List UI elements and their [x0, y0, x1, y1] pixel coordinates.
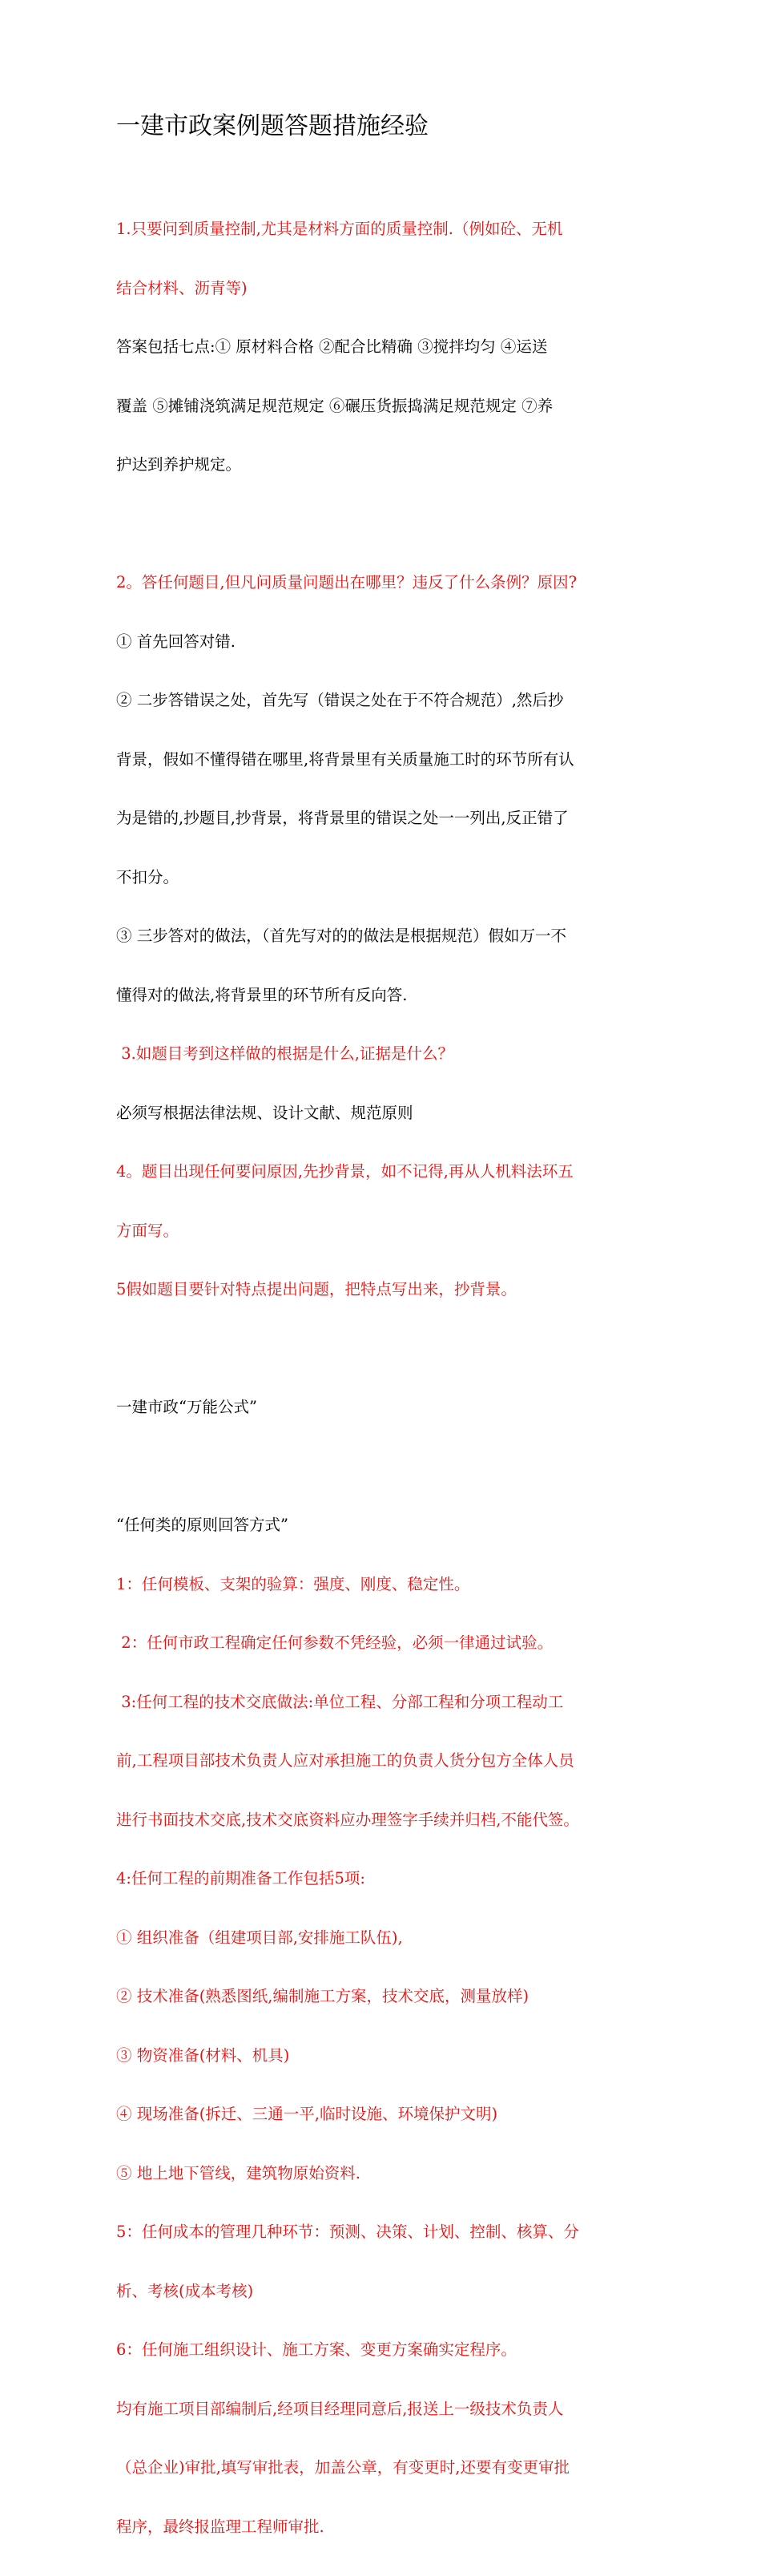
text-line: 背景，假如不懂得错在哪里,将背景里有关质量施工时的环节所有认 [116, 749, 574, 769]
page-title: 一建市政案例题答题措施经验 [116, 112, 429, 140]
text-line: ③ 物资准备(材料、机具) [116, 2045, 290, 2065]
blank-line [116, 515, 649, 535]
text-line: 析、考核(成本考核) [116, 2281, 254, 2300]
text-line: 必须写根据法律法规、设计文献、规范原则 [116, 1103, 413, 1122]
text-line: （总企业)审批,填写审批表，加盖公章，有变更时,还要有变更审批 [116, 2458, 570, 2477]
text-line: 6：任何施工组织设计、施工方案、变更方案确实定程序。 [116, 2340, 517, 2359]
text-line: ④ 现场准备(拆迁、三通一平,临时设施、环境保护文明) [116, 2105, 498, 2123]
text-line: 2。答任何题目,但凡问质量问题出在哪里？违反了什么条例？原因? [116, 573, 578, 592]
text-line: 3:任何工程的技术交底做法:单位工程、分部工程和分项工程动工 [116, 1692, 564, 1711]
text-line: 为是错的,抄题目,抄背景，将背景里的错误之处一一列出,反正错了 [116, 809, 569, 827]
text-line: 答案包括七点:① 原材料合格 ②配合比精确 ③搅拌均匀 ④运送 [116, 337, 548, 356]
section-heading: “任何类的原则回答方式” [116, 1516, 288, 1534]
text-line: 3.如题目考到这样做的根据是什么,证据是什么？ [116, 1044, 454, 1063]
section-heading: 一建市政“万能公式” [116, 1398, 257, 1416]
text-line: 1.只要问到质量控制,尤其是材料方面的质量控制.（例如砼、无机 [116, 220, 563, 238]
text-line: 4:任何工程的前期准备工作包括5项: [116, 1869, 365, 1888]
text-line: 4。题目出现任何要问原因,先抄背景，如不记得,再从人机料法环五 [116, 1162, 574, 1181]
text-line: 2：任何市政工程确定任何参数不凭经验，必须一律通过试验。 [116, 1633, 554, 1652]
text-line: 1：任何模板、支架的验算：强度、刚度、稳定性。 [116, 1574, 470, 1593]
blank-line [116, 1457, 649, 1477]
blank-line [116, 1339, 649, 1359]
text-line: ② 技术准备(熟悉图纸,编制施工方案，技术交底，测量放样) [116, 1987, 529, 2005]
document-body [116, 180, 649, 2576]
text-line: ③ 三步答对的做法，（首先写对的的做法是根据规范）假如万一不 [116, 927, 566, 945]
text-line: ⑤ 地上地下管线，建筑物原始资料. [116, 2163, 360, 2182]
text-line: ① 首先回答对错. [116, 632, 236, 651]
text-line: 护达到养护规定。 [116, 455, 242, 474]
text-line: 前,工程项目部技术负责人应对承担施工的负责人货分包方全体人员 [116, 1751, 574, 1770]
text-line: 不扣分。 [116, 867, 179, 886]
text-line: ② 二步答错误之处，首先写（错误之处在于不符合规范）,然后抄 [116, 691, 564, 709]
text-line: 方面写。 [116, 1221, 179, 1240]
text-line: 程序，最终报监理工程师审批. [116, 2517, 324, 2536]
text-line: 5：任何成本的管理几种环节：预测、决策、计划、控制、核算、分 [116, 2223, 579, 2241]
text-line: 5假如题目要针对特点提出问题，把特点写出来，抄背景。 [116, 1280, 517, 1298]
text-line: 结合材料、沥青等) [116, 278, 248, 297]
text-line: 懂得对的做法,将背景里的环节所有反向答. [116, 985, 408, 1004]
text-line: 进行书面技术交底,技术交底资料应办理签字手续并归档,不能代签。 [116, 1810, 579, 1829]
text-line: 覆盖 ⑤摊铺浇筑满足规范规定 ⑥碾压货振捣满足规范规定 ⑦养 [116, 396, 554, 415]
text-line: ① 组织准备（组建项目部,安排施工队伍), [116, 1928, 403, 1947]
text-line: 均有施工项目部编制后,经项目经理同意后,报送上一级技术负责人 [116, 2399, 564, 2418]
